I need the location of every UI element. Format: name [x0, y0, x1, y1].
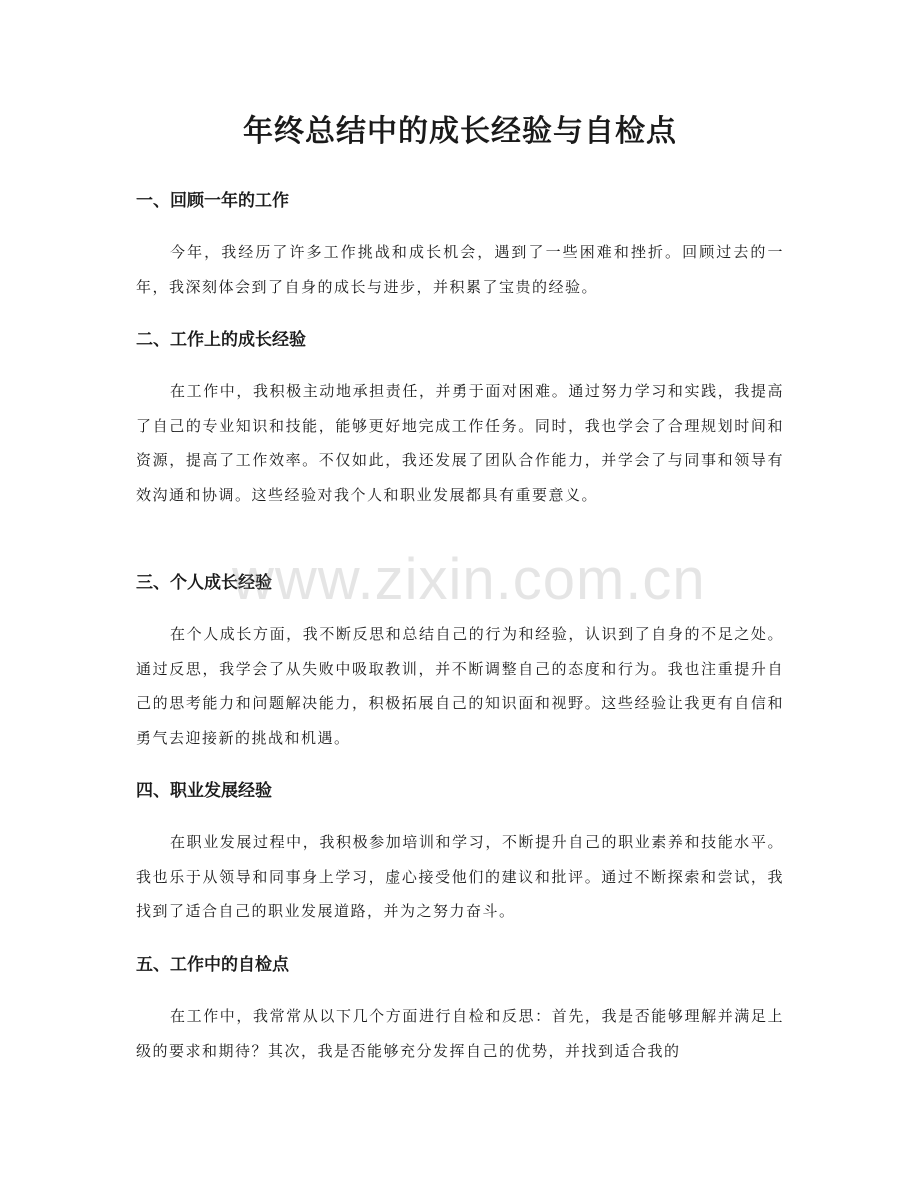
section-paragraph-5: 在工作中，我常常从以下几个方面进行自检和反思：首先，我是否能够理解并满足上级的要求和期待？其次，我是否能够充分发挥自己的优势，并找到适合我的: [136, 1007, 784, 1060]
section-paragraph-2: 在工作中，我积极主动地承担责任，并勇于面对困难。通过努力学习和实践，我提高了自己的专业知识和技能，能够更好地完成工作任务。同时，我也学会了合理规划时间和资源，提高了工作效率。不仅如此，我还发展了团队合作能力，并学会了与同事和领导有效沟通和协调。这些经验对我个人和职业发展都具有重要意义。: [136, 382, 784, 504]
section-paragraph-1: 今年，我经历了许多工作挑战和成长机会，遇到了一些困难和挫折。回顾过去的一年，我深刻体会到了自身的成长与进步，并积累了宝贵的经验。: [136, 243, 784, 296]
section-heading-5: 五、工作中的自检点: [136, 955, 289, 975]
section-heading-4: 四、职业发展经验: [136, 781, 272, 801]
watermark: www.zixin.com.cn: [232, 547, 706, 612]
document-title: 年终总结中的成长经验与自检点: [243, 114, 677, 149]
section-heading-1: 一、回顾一年的工作: [136, 191, 289, 211]
section-paragraph-4: 在职业发展过程中，我积极参加培训和学习，不断提升自己的职业素养和技能水平。我也乐于从领导和同事身上学习，虚心接受他们的建议和批评。通过不断探索和尝试，我找到了适合自己的职业发展道路，并为之努力奋斗。: [136, 833, 784, 920]
section-heading-3: 三、个人成长经验: [136, 573, 272, 593]
section-paragraph-3: 在个人成长方面，我不断反思和总结自己的行为和经验，认识到了自身的不足之处。通过反思，我学会了从失败中吸取教训，并不断调整自己的态度和行为。我也注重提升自己的思考能力和问题解决能力，积极拓展自己的知识面和视野。这些经验让我更有自信和勇气去迎接新的挑战和机遇。: [136, 625, 784, 747]
section-heading-2: 二、工作上的成长经验: [136, 330, 306, 350]
